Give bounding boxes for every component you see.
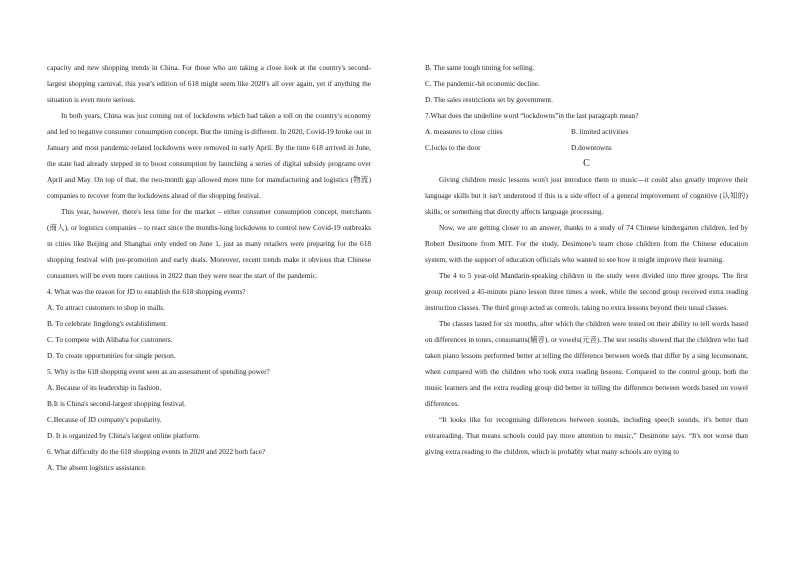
question-6-option-b: B. The same tough timing for selling.: [425, 63, 535, 72]
question-5-option-d: D. It is organized by China's largest online platform.: [47, 431, 201, 440]
question-6-option-d: D. The sales restrictions set by government.: [425, 95, 553, 104]
left-column: [47, 60, 371, 476]
passage-paragraph: The 4 to 5 year-old Mandarin-speaking children in the study were divided into three groups. The first group received a 45-minute piano lesson three times a week, while the second group received extra reading instruction classes. The third group acted as controls, taking no extra lessons beyond their usual classes.: [425, 271, 748, 312]
question-6-stem: 6. What difficulty do the 618 shopping events in 2020 and 2022 both face?: [47, 447, 266, 456]
question-4-option-a: A. To attract customers to shop in malls.: [47, 303, 165, 312]
passage-paragraph: The classes lasted for six months, after which the children were tested on their ability to tell words based on differences in tones, consonants(辅音), or vowels(元音). The test results showed that the children who had taken piano lessons performed better at telling the difference between words that differ by a sing leconsonant, when compared with the children who took extra reading lessons. Compared to the control group, both the music learners and the extra reading group did better in telling the difference between words based on vowel differences.: [425, 319, 748, 408]
question-7-option-c: C.locks to the door: [425, 143, 481, 152]
question-4-option-b: B. To celebrate Jingdong's establishment.: [47, 319, 168, 328]
passage-paragraph: “It looks like for recognising differences between sounds, including speech sounds, it's better than extrareading. That means schools could pay more attention to music,” Desimone says. “It's not worse than giving extra reading to the children, which is probably what many schools are trying to: [425, 415, 748, 456]
question-6-option-a: A. The absent logistics assistance.: [47, 463, 147, 472]
passage-paragraph: This year, however, there's less time for the market – either consumer consumption concept, merchants (商人), or logistics companies – to react since the months-long lockdowns to control new Covid-19 outbreaks in cities like Beijing and Shanghai only ended on June 1, just as many retailers were preparing for the 618 shopping festival with pre-promotion and early deals. Moreover, recent trends make it obvious that Chinese consumers will be even more cautious in 2022 than they were near the start of the pandemic.: [47, 207, 371, 280]
passage-paragraph: capacity and new shopping trends in China. For those who are taking a close look at the country's second-largest shopping carnival, this year's edition of 618 might seem like 2020's all over again, yet if anything the situation is even more serious.: [47, 63, 371, 104]
question-5-stem: 5. Why is the 618 shopping event seen as an assessment of spending power?: [47, 367, 270, 376]
passage-paragraph: Giving children music lessons won't just introduce them to music—it could also greatly improve their language skills but it isn't understood if this is a side effect of a general improvement of cognitive (认知的) skills, or something that directly affects language processing.: [425, 175, 748, 216]
passage-paragraph: Now, we are getting closer to an answer, thanks to a study of 74 Chinese kindergarten children, led by Robert Desimone from MIT. For the study, Desimone's team chose children from the Chinese education system, with the support of education officials who wanted to see how it might improve their learning.: [425, 223, 748, 264]
question-7-option-a: A. measures to close cities: [425, 127, 503, 136]
section-heading: C: [583, 158, 590, 169]
question-5-option-b: B.It is China's second-largest shopping festival.: [47, 399, 186, 408]
question-4-option-c: C. To compete with Alibaba for customers.: [47, 335, 173, 344]
question-4-option-d: D. To create opportunities for single person.: [47, 351, 176, 360]
question-7-stem: 7.What does the underline word “lockdowns”in the last paragraph mean?: [425, 111, 639, 120]
question-7-options-row: [425, 124, 748, 140]
question-7-option-d: D.downtowns: [571, 143, 612, 152]
question-4-stem: 4. What was the reason for JD to establish the 618 shopping events?: [47, 287, 246, 296]
passage-paragraph: In both years, China was just coming out of lockdowns which had taken a toll on the country's economy and led to negative consumer consumption concept. But the timing is different. In 2020, Covid-19 broke out in January and most pandemic-related lockdowns were removed in early April. By the time 618 arrived in June, the state had already stepped in to boost consumption by launching a series of digital subsidy programs over April and May. On top of that, the two-month gap allowed more time for manufacturing and logistics (物流) companies to recover from the lockdowns ahead of the shopping festival.: [47, 111, 371, 200]
question-5-option-c: C.Because of JD company's popularity.: [47, 415, 162, 424]
right-column: [425, 60, 748, 460]
question-7-options-row: [425, 140, 748, 156]
question-6-option-c: C. The pandemic-hit economic decline.: [425, 79, 540, 88]
question-5-option-a: A. Because of its leadership in fashion.: [47, 383, 162, 392]
question-7-option-b: B. limited activities: [571, 127, 629, 136]
